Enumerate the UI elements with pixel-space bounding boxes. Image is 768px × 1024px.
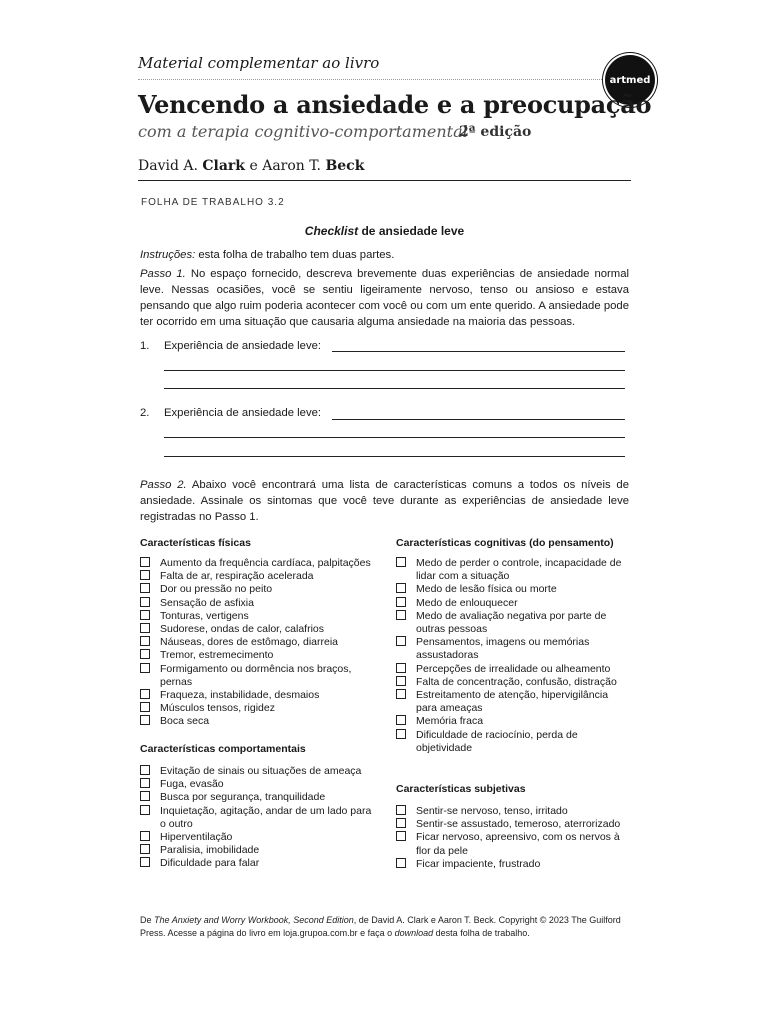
checkbox[interactable] [140,805,150,815]
checklist-item [140,715,385,728]
checkbox[interactable] [140,689,150,699]
copyright-footer [140,914,630,940]
checkbox[interactable] [140,715,150,725]
experience-1-label: Experiência de ansiedade leve: [164,340,322,352]
checklist-item-label: Medo de perder o controle, incapacidade de lidar com a situação [416,557,622,583]
cognitive-heading: Características cognitivas (do pensamento) [396,537,614,549]
checklist-item [140,857,380,870]
checkbox[interactable] [140,623,150,633]
checkbox[interactable] [140,570,150,580]
checklist-item-label: Dificuldade de raciocínio, perda de objetividade [416,728,578,754]
instructions-text: esta folha de trabalho tem duas partes. [195,249,395,261]
checklist-item [140,778,380,791]
step2-label: Passo 2. [140,479,187,491]
checklist-item [140,610,385,623]
experience-2-answer-line[interactable] [164,437,625,438]
checkbox[interactable] [140,649,150,659]
checklist-item-label: Formigamento ou dormência nos braços, pernas [160,662,352,688]
checklist-item-label: Estreitamento de atenção, hipervigilância para ameaças [416,689,609,715]
checklist-item [140,689,385,702]
checklist-item-label: Sudorese, ondas de calor, calafrios [160,623,325,636]
checklist-item [140,583,385,596]
book-kicker: Material complementar ao livro [138,54,380,72]
checkbox[interactable] [140,583,150,593]
checklist-item [140,649,385,662]
experience-2-number: 2. [140,407,150,419]
subjective-checklist [396,805,631,871]
instructions-label: Instruções: [140,249,196,261]
worksheet-title-italic: Checklist [304,224,359,238]
checklist-item-label: Medo de avaliação negativa por parte de outras pessoas [416,609,607,636]
checklist-item [396,676,631,689]
checkbox[interactable] [140,663,150,673]
worksheet-title [138,224,631,238]
checkbox[interactable] [140,702,150,712]
footer-part2: , de David A. Clark e Aaron T. Beck. Copyright © 2023 The Guilford Press. Acesse a página do livro em loja.grupoa.com.br e faça o [140,915,621,938]
checklist-item [396,858,631,871]
step1-text: No espaço fornecido, descreva brevemente duas experiências de ansiedade normal leve. Nessas ocasiões, você se sentiu ligeiramente nervoso, tenso ou ansioso e estava pensando que algo ruim poderia acontecer com você ou com um ente querido. A ansiedade pode ter ocorrido em uma situação que causaria alguma ansiedade na maioria das pessoas. [140,268,629,328]
checklist-item [140,557,385,570]
checkbox[interactable] [396,689,406,699]
checklist-item [140,805,380,831]
checklist-item-label: Falta de ar, respiração acelerada [160,570,314,583]
checklist-item-label: Dor ou pressão no peito [160,583,273,596]
checkbox[interactable] [396,636,406,646]
checklist-item-label: Percepções de irrealidade ou alheamento [416,662,611,675]
author-conjunction: e [249,158,258,174]
artmed-logo: artmed [605,55,655,105]
experience-1-answer-line[interactable] [164,370,625,371]
checkbox[interactable] [396,831,406,841]
checklist-item-label: Memória fraca [416,715,484,728]
behavioral-checklist [140,765,380,871]
checkbox[interactable] [140,857,150,867]
worksheet-title-rest: de ansiedade leve [358,224,465,238]
step2-paragraph [140,477,629,525]
footer-book-title: The Anxiety and Worry Workbook, Second Edition [154,915,354,925]
checkbox[interactable] [396,597,406,607]
checklist-item-label: Medo de lesão física ou morte [416,583,557,596]
checkbox[interactable] [140,831,150,841]
checklist-item-label: Músculos tensos, rigidez [160,702,275,715]
checkbox[interactable] [140,610,150,620]
checkbox[interactable] [396,610,406,620]
experience-2-label: Experiência de ansiedade leve: [164,407,322,419]
checklist-item [140,663,385,689]
checkbox[interactable] [140,636,150,646]
author2-first: Aaron T. [262,158,321,174]
checklist-item [140,702,385,715]
checklist-item-label: Fuga, evasão [160,778,224,791]
instructions [140,247,629,263]
checklist-item [140,636,385,649]
checklist-item [396,636,631,662]
checkbox[interactable] [396,818,406,828]
checkbox[interactable] [140,557,150,567]
checklist-item [396,663,631,676]
checklist-item-label: Náuseas, dores de estômago, diarreia [160,636,339,649]
experience-1-answer-line[interactable] [164,388,625,389]
checkbox[interactable] [396,557,406,567]
checklist-item-label: Pensamentos, imagens ou memórias assustadoras [416,636,590,662]
checkbox[interactable] [140,765,150,775]
dotted-divider [138,79,602,80]
checklist-item [140,597,385,610]
physical-heading: Características físicas [140,537,251,549]
checkbox[interactable] [396,583,406,593]
behavioral-heading: Características comportamentais [140,743,306,755]
experience-2-answer-line[interactable] [164,456,625,457]
checklist-item [140,765,380,778]
step1-label: Passo 1. [140,268,186,280]
checkbox[interactable] [140,778,150,788]
checklist-item [140,623,385,636]
header-rule [138,180,631,181]
checklist-item [396,805,631,818]
checklist-item [396,597,631,610]
checklist-item-label: Falta de concentração, confusão, distração [416,675,617,688]
checklist-item-label: Dificuldade para falar [160,857,260,870]
checklist-item-label: Sentir-se assustado, temeroso, aterrorizado [416,818,621,831]
checklist-item [396,818,631,831]
checkbox[interactable] [396,715,406,725]
checklist-item-label: Paralisia, imobilidade [160,844,260,857]
experience-2-answer-line[interactable] [332,419,625,420]
checklist-item-label: Sentir-se nervoso, tenso, irritado [416,805,568,817]
checklist-item-label: Evitação de sinais ou situações de ameaça [160,765,362,777]
checklist-item-label: Boca seca [160,715,210,728]
checkbox[interactable] [140,791,150,801]
author1-first: David A. [138,158,198,174]
footer-part3: desta folha de trabalho. [433,928,530,938]
footer-part1: De [140,915,155,925]
checklist-item-label: Sensação de asfixia [160,596,254,609]
checklist-item [396,729,631,755]
experience-1-answer-line[interactable] [332,351,625,352]
checkbox[interactable] [396,676,406,686]
checklist-item-label: Tremor, estremecimento [160,649,274,662]
checkbox[interactable] [396,858,406,868]
checklist-item-label: Hiperventilação [160,831,233,844]
footer-download: download [394,928,434,938]
author1-last: Clark [202,158,245,174]
checklist-item [140,831,380,844]
checkbox[interactable] [140,597,150,607]
checklist-item-label: Fraqueza, instabilidade, desmaios [160,689,320,702]
checkbox[interactable] [396,805,406,815]
step1-paragraph [140,266,629,330]
checkbox[interactable] [396,663,406,673]
checklist-item-label: Busca por segurança, tranquilidade [160,791,326,804]
checklist-item [140,570,385,583]
experience-1-number: 1. [140,340,150,352]
checkbox[interactable] [140,844,150,854]
checklist-item-label: Medo de enlouquecer [416,596,518,609]
checklist-item [140,791,380,804]
checklist-item-label: Inquietação, agitação, andar de um lado para o outro [160,804,372,830]
checklist-item-label: Ficar impaciente, frustrado [416,857,541,870]
step2-text: Abaixo você encontrará uma lista de características comuns a todos os níveis de ansiedade. Assinale os sintomas que você teve durante as experiências de ansiedade leve registradas no Passo 1. [140,479,629,523]
checklist-item [396,610,631,636]
author2-last: Beck [325,158,365,174]
checklist-item-label: Tonturas, vertigens [160,609,249,622]
cognitive-checklist [396,557,631,755]
checklist-item [396,557,631,583]
authors [138,158,364,174]
checklist-item [396,831,631,857]
checklist-item-label: Aumento da frequência cardíaca, palpitações [160,557,371,569]
worksheet-label: FOLHA DE TRABALHO 3.2 [141,197,285,208]
book-title: Vencendo a ansiedade e a preocupação [138,90,652,119]
edition-label: 2ª edição [459,124,532,140]
checkbox[interactable] [396,729,406,739]
physical-checklist [140,557,385,729]
checklist-item [140,844,380,857]
book-subtitle: com a terapia cognitivo-comportamental [138,122,468,141]
checklist-item [396,583,631,596]
checklist-item [396,715,631,728]
checklist-item [396,689,631,715]
subjective-heading: Características subjetivas [396,783,526,795]
checklist-item-label: Ficar nervoso, apreensivo, com os nervos à flor da pele [416,831,620,857]
